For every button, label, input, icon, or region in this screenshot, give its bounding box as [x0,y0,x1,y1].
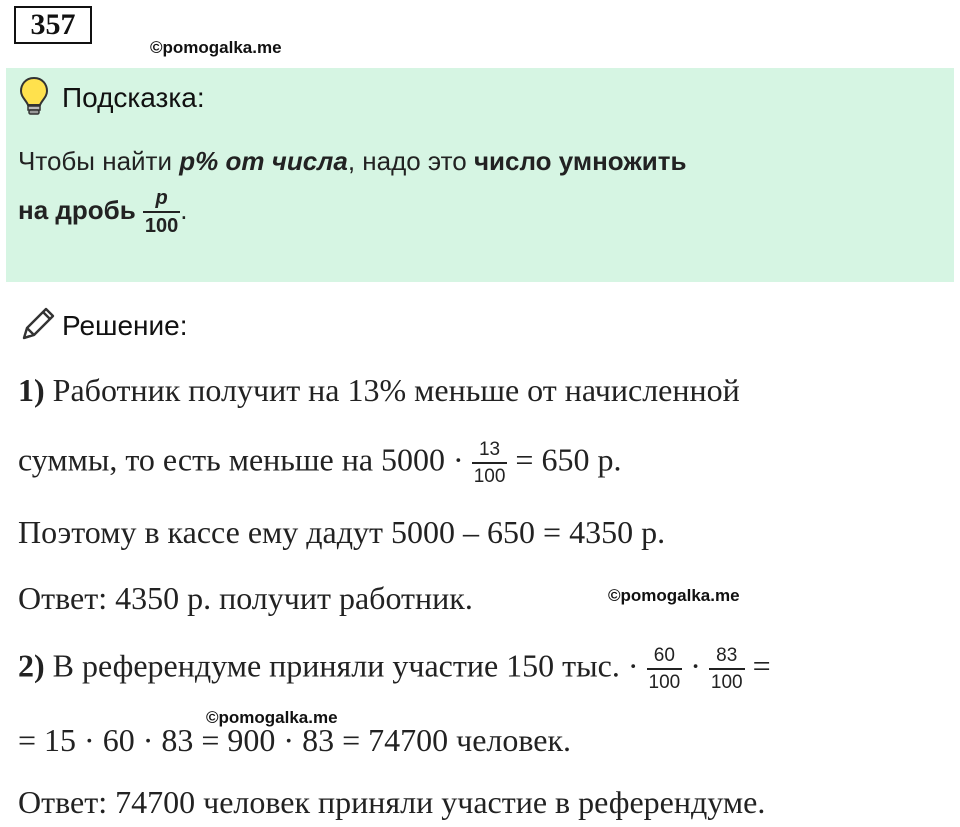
hint-fraction [143,188,180,236]
solution-title: Решение: [62,310,188,341]
problem-number: 357 [14,6,92,44]
solution-line-4 [18,646,771,692]
answer-1: Ответ: 4350 р. получит работник. [18,580,473,616]
fraction-numerator: 13 [478,439,501,460]
hint-text: . [180,194,188,225]
hint-text: , надо это [347,146,474,176]
multiply-dot: · [682,647,709,684]
fraction-denominator: 100 [472,462,508,486]
pencil-icon [18,304,58,349]
watermark-top: ©pomogalka.me [150,38,282,57]
hint-title: Подсказка: [62,82,205,113]
solution-text: В референдуме приняли участие 150 тыс. · [44,647,647,684]
watermark-middle: ©pomogalka.me [608,586,740,605]
hint-line-1 [18,146,686,177]
fraction-denominator: 100 [647,668,683,692]
part-1-label: 1) [18,372,45,408]
watermark-bottom: ©pomogalka.me [206,708,338,727]
solution-text: = 650 р. [507,441,622,478]
hint-text: Чтобы найти [18,146,180,176]
hint-bold-fraction: на дробь [18,194,143,225]
fraction-numerator: 60 [653,645,675,666]
hint-bold-percent: p% от числа [179,146,348,176]
solution-line-5: = 15 · 60 · 83 = 900 · 83 = 74700 человек. [18,722,572,758]
solution-line-2 [18,440,621,486]
lightbulb-icon [18,76,50,121]
answer-2: Ответ: 74700 человек приняли участие в референдуме. [18,784,766,820]
solution-line-1 [18,372,740,409]
fraction-60-100 [647,646,683,692]
fraction-83-100 [709,646,745,692]
hint-bold-multiply: число умножить [473,146,687,176]
fraction-numerator: 83 [716,645,738,666]
fraction-denominator: 100 [143,211,180,236]
solution-text: суммы, то есть меньше на 5000 · [18,441,472,478]
fraction-denominator: 100 [709,668,745,692]
fraction-numerator: p [155,187,168,209]
hint-line-2 [18,188,188,236]
solution-text: Работник получит на 13% меньше от начисленной [44,372,740,408]
solution-text: = [744,647,771,684]
solution-line-3: Поэтому в кассе ему дадут 5000 – 650 = 4350 р. [18,514,666,550]
part-2-label: 2) [18,647,45,684]
fraction-13-100 [472,440,508,486]
